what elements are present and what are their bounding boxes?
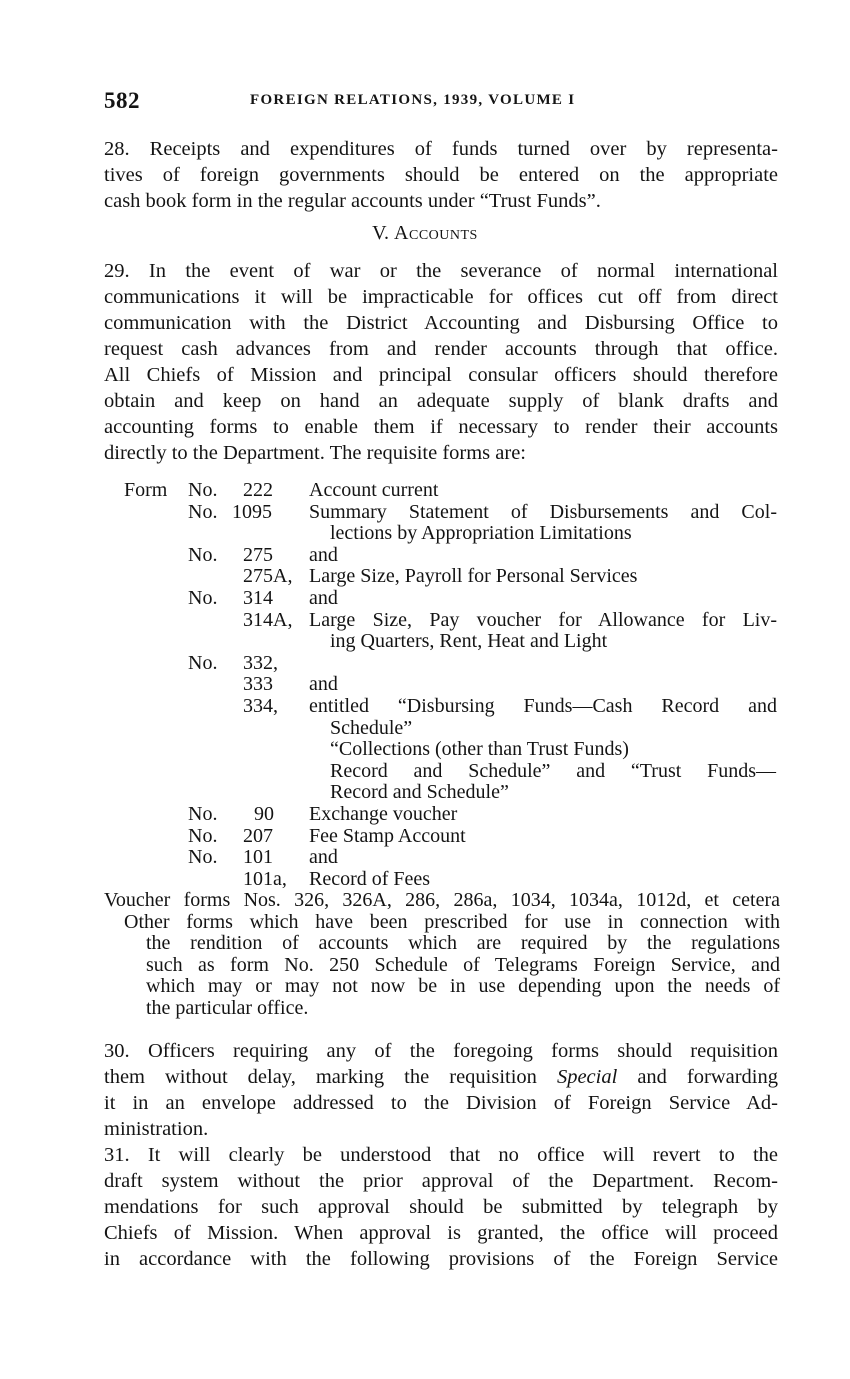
form-row [104, 761, 784, 783]
form-no-label: No. [188, 479, 218, 501]
other-forms-line: such as form No. 250 Schedule of Telegrams Foreign Service, and [146, 953, 780, 976]
form-row [104, 869, 784, 891]
form-number: 333 [243, 673, 273, 696]
form-description-cont: Schedule” [330, 716, 413, 739]
paragraph-line: 28. Receipts and expenditures of funds turned over by representa- [104, 138, 778, 160]
form-row [104, 480, 784, 502]
form-row [104, 502, 784, 524]
form-row [104, 631, 784, 653]
page-number: 582 [104, 88, 140, 113]
form-no-label: No. [188, 500, 218, 523]
form-description-cont: ing Quarters, Rent, Heat and Light [330, 630, 608, 653]
form-row [104, 523, 784, 545]
form-description: Summary Statement of Disbursements and Col- [309, 500, 777, 523]
form-description: Large Size, Pay voucher for Allowance for Liv- [309, 608, 777, 631]
paragraph-line: All Chiefs of Mission and principal consular officers should therefore [104, 364, 778, 386]
paragraph-line: communications it will be impracticable for offices cut off from direct [104, 286, 778, 308]
form-no-label: No. [188, 824, 218, 847]
emphasis-special: Special [556, 1066, 618, 1088]
form-row [104, 653, 784, 675]
form-description: Record of Fees [309, 867, 431, 890]
form-description: and [309, 586, 338, 609]
form-row [104, 545, 784, 567]
form-row [104, 674, 784, 696]
paragraph-28 [104, 136, 778, 214]
form-description: and [309, 846, 338, 869]
form-row [104, 739, 784, 761]
section-title: Accounts [394, 222, 478, 244]
other-forms-line: which may or may not now be in use depending upon the needs of [146, 975, 780, 998]
form-number: 207 [243, 824, 273, 847]
form-no-label: No. [188, 802, 218, 825]
form-row [104, 782, 784, 804]
paragraph-line: 29. In the event of war or the severance of normal international [104, 260, 778, 282]
form-row [104, 826, 784, 848]
section-heading [0, 222, 850, 245]
form-no-label: No. [188, 651, 218, 674]
paragraph-line: tives of foreign governments should be entered on the appropriate [104, 164, 778, 186]
form-no-label: No. [188, 543, 218, 566]
form-row [104, 804, 784, 826]
form-number: 101 [243, 846, 273, 869]
other-forms-line: the particular office. [146, 996, 309, 1019]
paragraph-31 [104, 1142, 778, 1272]
form-description-cont: Record and Schedule” and “Trust Funds— [330, 759, 776, 782]
form-row [104, 566, 784, 588]
paragraph-line: mendations for such approval should be submitted by telegraph by [104, 1196, 778, 1218]
form-label: Form [124, 479, 168, 501]
form-number: 222 [243, 479, 273, 501]
other-forms-line: the rendition of accounts which are required by the regulations [146, 932, 780, 955]
paragraph-line: Chiefs of Mission. When approval is granted, the office will proceed [104, 1222, 778, 1244]
paragraph-line: accounting forms to enable them if necessary to render their accounts [104, 416, 778, 438]
form-number: 275 [243, 543, 273, 566]
form-row [104, 718, 784, 740]
form-description: Large Size, Payroll for Personal Services [309, 565, 638, 588]
text-run: them without delay, marking the requisition [104, 1066, 537, 1088]
form-description: and [309, 673, 338, 696]
forms-list [104, 480, 784, 890]
form-description-cont: Record and Schedule” [330, 781, 509, 804]
paragraph-line: communication with the District Accounting and Disbursing Office to [104, 312, 778, 334]
form-row [104, 610, 784, 632]
form-description: Fee Stamp Account [309, 824, 466, 847]
form-no-label: No. [188, 586, 218, 609]
paragraph-30 [104, 1038, 778, 1142]
form-number: 90 [254, 802, 274, 825]
form-row [104, 847, 784, 869]
form-no-label: No. [188, 846, 218, 869]
form-number: 314 [243, 586, 273, 609]
form-number: 275A, [243, 565, 293, 588]
form-number: 334, [243, 694, 278, 717]
form-description-cont: “Collections (other than Trust Funds) [330, 738, 629, 761]
section-numeral: V. [372, 222, 390, 244]
paragraph-line: request cash advances from and render accounts through that office. [104, 338, 778, 360]
form-description-cont: lections by Appropriation Limitations [330, 522, 632, 545]
paragraph-29 [104, 258, 778, 466]
form-number: 1095 [232, 500, 272, 523]
paragraph-line: 30. Officers requiring any of the foregoing forms should requisition [104, 1040, 778, 1062]
form-description: Account current [309, 479, 439, 501]
paragraph-line: in accordance with the following provisions of the Foreign Service [104, 1248, 778, 1270]
form-description: entitled “Disbursing Funds—Cash Record and [309, 694, 777, 717]
paragraph-line: obtain and keep on hand an adequate supply of blank drafts and [104, 390, 778, 412]
paragraph-line: ministration. [104, 1118, 209, 1140]
form-number: 332, [243, 651, 278, 674]
paragraph-line [104, 1064, 778, 1090]
paragraph-line: 31. It will clearly be understood that no office will revert to the [104, 1144, 778, 1166]
form-row [104, 588, 784, 610]
text-run: and forwarding [637, 1066, 779, 1088]
paragraph-line: cash book form in the regular accounts under “Trust Funds”. [104, 190, 601, 212]
other-forms [104, 890, 784, 1020]
form-description: Exchange voucher [309, 802, 458, 825]
form-number: 101a, [243, 867, 287, 890]
form-description: and [309, 543, 338, 566]
other-forms-line: Other forms which have been prescribed for use in connection with [124, 910, 780, 933]
form-row [104, 696, 784, 718]
paragraph-line: directly to the Department. The requisite forms are: [104, 442, 527, 464]
voucher-forms-line: Voucher forms Nos. 326, 326A, 286, 286a, 1034, 1034a, 1012d, et cetera [104, 889, 780, 911]
paragraph-line: draft system without the prior approval of the Department. Recom- [104, 1170, 778, 1192]
paragraph-line: it in an envelope addressed to the Division of Foreign Service Ad- [104, 1092, 778, 1114]
form-number: 314A, [243, 608, 293, 631]
running-title: FOREIGN RELATIONS, 1939, VOLUME I [250, 92, 576, 108]
